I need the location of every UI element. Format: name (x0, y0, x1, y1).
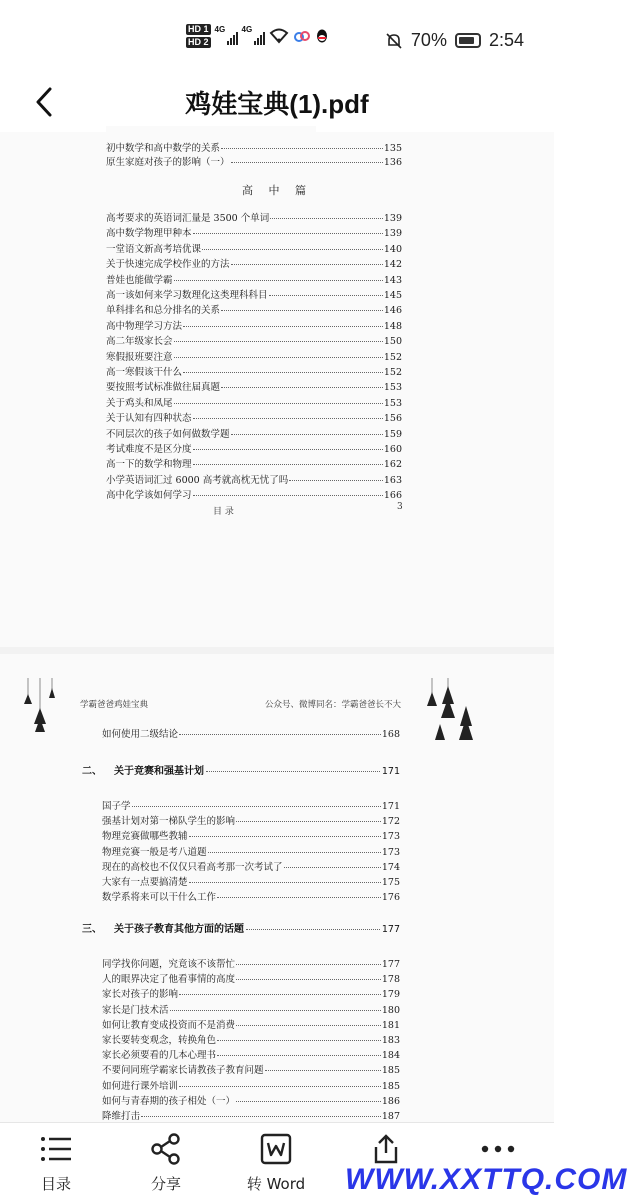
toc-row[interactable] (102, 1047, 400, 1061)
toc-title: 物理竞赛一般是考八道题 (102, 846, 207, 858)
toc-title: 单科排名和总分排名的关系 (106, 305, 221, 317)
signal-icon (215, 27, 238, 45)
toc-page: 177 (381, 959, 400, 970)
status-bar (0, 0, 554, 70)
toc-title: 国子学 (102, 801, 131, 812)
page-header-left: 学霸爸爸鸡娃宝典 (80, 700, 149, 710)
toc-title: 考试难度不是区分度 (106, 444, 192, 455)
toc-title: 家长要转变观念，转换角色 (102, 1035, 217, 1046)
share-button[interactable] (126, 1131, 206, 1194)
chapter-heading[interactable] (82, 762, 400, 777)
toc-row[interactable] (106, 364, 402, 378)
toc-page: 174 (381, 861, 400, 873)
toc-row[interactable] (102, 986, 400, 1000)
document-title: 鸡娃宝典(1).pdf (185, 89, 369, 119)
toc-title: 家长是门技术活 (102, 1004, 169, 1016)
wifi-icon (269, 28, 289, 44)
network-type-2: 4G (241, 25, 253, 34)
toc-page: 185 (381, 1065, 400, 1077)
toc-page: 173 (381, 831, 400, 843)
toc-title: 现在的高校也不仅仅只看高考那一次考试了 (102, 861, 283, 873)
toc-page: 184 (381, 1050, 400, 1062)
toc-row[interactable] (102, 956, 400, 970)
toc-title: 不同层次的孩子如何做数学题 (106, 428, 230, 440)
toc-row[interactable] (102, 828, 400, 842)
toc-page: 186 (381, 1095, 400, 1107)
toc-page: 171 (381, 801, 400, 812)
toc-page: 172 (381, 816, 400, 828)
toc-page: 146 (383, 305, 402, 317)
toc-row[interactable] (106, 287, 402, 301)
toc-page: 163 (383, 474, 402, 486)
toc-row[interactable] (102, 813, 400, 827)
toc-row[interactable] (106, 395, 402, 409)
toc-row[interactable] (102, 1032, 400, 1046)
status-left (186, 24, 329, 48)
convert-word-label: 转 Word (246, 1175, 306, 1193)
toc-title: 如何进行课外培训 (102, 1080, 179, 1092)
toc-page: 150 (383, 336, 402, 348)
qq-icon (315, 28, 329, 44)
toc-title: 初中数学和高中数学的关系 (106, 143, 221, 154)
toc-title: 高一寒假该干什么 (106, 367, 183, 378)
chapter-title: 关于孩子教育其他方面的话题 (114, 924, 244, 935)
toc-title: 家长对孩子的影响 (102, 989, 179, 1001)
toc-row[interactable] (102, 1093, 400, 1107)
toc-row[interactable] (102, 1002, 400, 1016)
toc-page: 181 (381, 1019, 400, 1031)
toc-page: 139 (383, 228, 402, 240)
toc-title: 物理竞赛做哪些教辅 (102, 831, 188, 843)
toc-title: 强基计划对第一梯队学生的影响 (102, 816, 236, 828)
toc-page: 176 (381, 892, 400, 904)
toc-row[interactable] (102, 726, 400, 740)
share-icon (150, 1133, 182, 1165)
toc-title: 原生家庭对孩子的影响（一） (106, 157, 230, 168)
toc-row[interactable] (102, 1062, 400, 1076)
toc-row[interactable] (106, 349, 402, 363)
toc-title: 如何与青春期的孩子相处（一） (102, 1095, 236, 1107)
toc-page: 143 (383, 274, 402, 286)
mute-bell-icon (385, 32, 403, 50)
toc-row[interactable] (106, 379, 402, 393)
toc-title: 数学系将来可以干什么工作 (102, 892, 217, 904)
toc-page: 180 (381, 1004, 400, 1016)
toc-title: 关于认知有四种状态 (106, 413, 192, 425)
footer-label: 目 录 (213, 507, 234, 517)
toc-title: 关于快速完成学校作业的方法 (106, 259, 230, 271)
toc-row[interactable] (106, 410, 402, 424)
more-button[interactable] (458, 1131, 538, 1167)
toc-row[interactable] (102, 971, 400, 985)
toc-page: 153 (383, 382, 402, 394)
pdf-page-2 (0, 654, 554, 1124)
toc-page: 187 (381, 1111, 400, 1122)
toc-title: 家长必须要看的几本心理书 (102, 1050, 217, 1062)
toc-row[interactable] (106, 487, 402, 501)
chapter-number: 三、 (82, 924, 102, 935)
toc-row[interactable] (102, 798, 400, 812)
toc-title: 关于鸡头和凤尾 (106, 397, 173, 409)
chapter-page: 171 (381, 766, 400, 777)
chapter-page: 177 (381, 924, 400, 935)
app-header (0, 70, 554, 132)
pdf-viewer[interactable] (0, 132, 554, 1122)
toc-title: 同学找你问题，究竟该不该帮忙 (102, 959, 236, 970)
toc-page: 153 (383, 397, 402, 409)
toc-title: 要按照考试标准做往届真题 (106, 382, 221, 394)
hd2-badge: HD 2 (188, 37, 209, 47)
word-icon (260, 1133, 292, 1165)
toc-title: 一堂语文新高考培优课 (106, 243, 202, 255)
toc-title: 人的眼界决定了他看事情的高度 (102, 974, 236, 986)
status-right (385, 30, 524, 51)
toc-page: 136 (383, 157, 402, 168)
toc-title: 高二年级家长会 (106, 336, 173, 348)
toc-button-label: 目录 (40, 1175, 71, 1193)
toc-page: 159 (383, 428, 402, 440)
battery-icon (455, 33, 481, 48)
christmas-tree-decoration-icon (422, 678, 482, 750)
toc-page: 145 (383, 290, 402, 301)
chapter-number: 二、 (82, 766, 102, 777)
export-icon (370, 1133, 402, 1165)
battery-percent: 70% (410, 30, 447, 50)
toc-title: 高一该如何来学习数理化这类理科科目 (106, 290, 268, 301)
list-icon (40, 1135, 72, 1163)
toc-page: 166 (383, 490, 402, 502)
toc-row[interactable] (106, 302, 402, 316)
section-title: 高 中 篇 (242, 184, 312, 197)
share-button-label: 分享 (150, 1175, 181, 1193)
chapter-title: 关于竞赛和强基计划 (114, 766, 204, 777)
toc-row[interactable] (102, 1017, 400, 1031)
toc-row[interactable] (106, 426, 402, 440)
toc-row[interactable] (106, 333, 402, 347)
toc-page: 173 (381, 846, 400, 858)
toc-button[interactable] (16, 1131, 96, 1194)
toc-title: 不要问同班学霸家长请教孩子教育问题 (102, 1065, 264, 1077)
toc-row[interactable] (106, 441, 402, 455)
clock: 2:54 (488, 30, 524, 50)
toc-page: 178 (381, 974, 400, 986)
watermark: WWW.XXTTQ.COM (345, 1163, 627, 1196)
toc-page: 160 (383, 444, 402, 455)
toc-row[interactable] (102, 1078, 400, 1092)
convert-word-button[interactable] (236, 1131, 316, 1194)
toc-title: 高中数学物理甲种本 (106, 228, 192, 240)
toc-title: 如何让教育变成投资而不是消费 (102, 1019, 236, 1031)
page-header-right: 公众号、微博同名：学霸爸爸长不大 (265, 700, 402, 710)
hd1-badge: HD 1 (188, 24, 209, 34)
footer-page-number: 3 (397, 502, 403, 512)
toc-row[interactable] (106, 318, 402, 332)
toc-page: 185 (381, 1080, 400, 1092)
toc-page: 142 (383, 259, 402, 271)
signal-icon-2 (242, 27, 265, 45)
toc-title: 高考要求的英语词汇量是 3500 个单词 (106, 213, 270, 224)
toc-page: 152 (383, 367, 402, 378)
toc-title: 高中物理学习方法 (106, 320, 183, 332)
toc-title: 大家有一点要搞清楚 (102, 877, 188, 888)
toc-title: 降维打击 (102, 1111, 141, 1122)
toc-title: 高中化学该如何学习 (106, 490, 192, 502)
toc-row[interactable] (102, 1108, 400, 1122)
toc-page: 179 (381, 989, 400, 1001)
more-icon (480, 1144, 516, 1154)
toc-title: 寒假报班要注意 (106, 351, 173, 363)
toc-page: 148 (383, 320, 402, 332)
toc-row[interactable] (106, 456, 402, 470)
cloud-app-icon (293, 29, 311, 43)
toc-page: 135 (383, 143, 402, 154)
toc-row[interactable] (106, 272, 402, 286)
toc-row[interactable] (106, 154, 402, 168)
toc-page: 183 (381, 1035, 400, 1046)
toc-page: 175 (381, 877, 400, 888)
toc-row[interactable] (102, 859, 400, 873)
network-type-1: 4G (214, 25, 226, 34)
toc-row[interactable] (106, 472, 402, 486)
toc-title: 如何使用二级结论 (102, 729, 179, 740)
toc-page: 140 (383, 243, 402, 255)
toc-row[interactable] (102, 844, 400, 858)
toc-row[interactable] (106, 225, 402, 239)
toc-row[interactable] (106, 256, 402, 270)
toc-page: 168 (381, 729, 400, 740)
toc-title: 高一下的数学和物理 (106, 459, 192, 471)
chapter-heading[interactable] (82, 920, 400, 935)
toc-row[interactable] (106, 210, 402, 224)
toc-page: 162 (383, 459, 402, 471)
christmas-tree-decoration-icon (22, 678, 60, 740)
toc-row[interactable] (106, 241, 402, 255)
toc-title: 小学英语词汇过 6000 高考就高枕无忧了吗 (106, 474, 289, 486)
pdf-page-1 (0, 132, 554, 647)
toc-page: 139 (383, 213, 402, 224)
export-button[interactable] (346, 1131, 426, 1167)
toc-row[interactable] (106, 140, 402, 154)
toc-row[interactable] (102, 874, 400, 888)
toc-page: 152 (383, 351, 402, 363)
toc-title: 普娃也能做学霸 (106, 274, 173, 286)
toc-row[interactable] (102, 889, 400, 903)
toc-page: 156 (383, 413, 402, 425)
